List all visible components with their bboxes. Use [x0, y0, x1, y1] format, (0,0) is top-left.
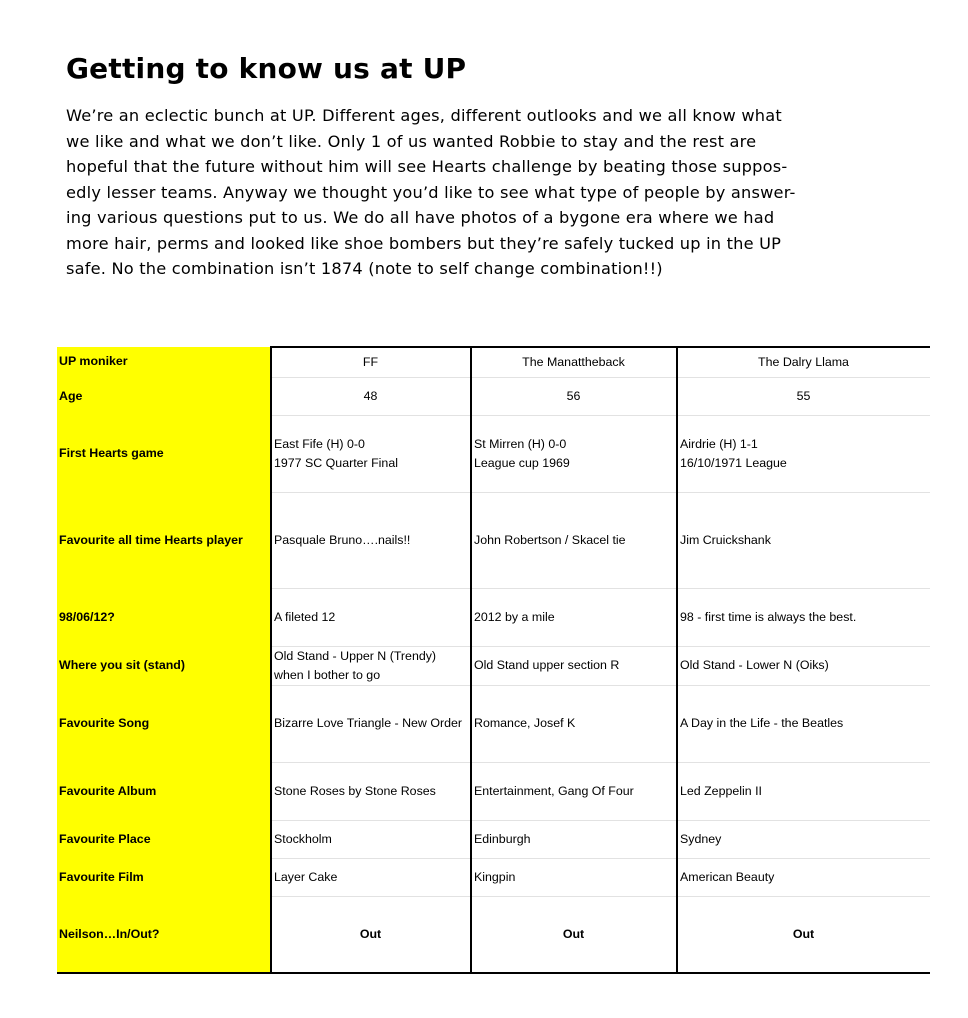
cell-line: League cup 1969 — [474, 455, 570, 470]
cell-manattheback — [471, 896, 677, 973]
cell-line: John Robertson / Skacel tie — [474, 532, 626, 547]
cell-line: FF — [362, 354, 379, 369]
cell-line: Stone Roses by Stone Roses — [274, 783, 436, 798]
cell-line: Stockholm — [274, 831, 332, 846]
cell-dalry-llama — [677, 685, 930, 762]
cell-manattheback — [471, 492, 677, 588]
row-label: Favourite Film — [57, 858, 271, 896]
cell-line: East Fife (H) 0-0 — [274, 436, 365, 451]
cell-line: A fileted 12 — [274, 609, 336, 624]
cell-dalry-llama — [677, 377, 930, 415]
cell-manattheback — [471, 858, 677, 896]
cell-manattheback — [471, 377, 677, 415]
cell-dalry-llama — [677, 588, 930, 646]
cell-manattheback — [471, 685, 677, 762]
cell-manattheback — [471, 762, 677, 820]
cell-line: Romance, Josef K — [474, 716, 576, 730]
cell-line: 98 - first time is always the best. — [680, 609, 857, 624]
row-label: Favourite Place — [57, 820, 271, 858]
cell-line: A Day in the Life - the Beatles — [680, 716, 844, 730]
cell-line: St Mirren (H) 0-0 — [474, 436, 567, 451]
cell-ff — [271, 685, 471, 762]
table-row — [57, 685, 930, 762]
row-label: Favourite Album — [57, 762, 271, 820]
cell-dalry-llama — [677, 646, 930, 685]
cell-ff — [271, 377, 471, 415]
row-label: First Hearts game — [57, 415, 271, 492]
cell-dalry-llama — [677, 347, 930, 377]
intro-line: We’re an eclectic bunch at UP. Different ages, different outlooks and we all know what — [66, 106, 782, 125]
cell-line: Layer Cake — [274, 869, 338, 884]
table-row — [57, 347, 930, 377]
cell-manattheback — [471, 347, 677, 377]
cell-line: Edinburgh — [474, 831, 531, 846]
row-label: 98/06/12? — [57, 588, 271, 646]
cell-ff — [271, 415, 471, 492]
cell-line: 1977 SC Quarter Final — [274, 455, 398, 470]
table-row — [57, 415, 930, 492]
cell-line: when I bother to go — [274, 667, 381, 682]
cell-line: Jim Cruickshank — [680, 532, 771, 547]
intro-line: ing various questions put to us. We do all have photos of a bygone era where we had — [66, 208, 775, 227]
cell-line: Kingpin — [474, 869, 516, 884]
intro-line: we like and what we don’t like. Only 1 of us wanted Robbie to stay and the rest are — [66, 131, 757, 151]
cell-line: Out — [792, 926, 815, 941]
table-row — [57, 588, 930, 646]
cell-manattheback — [471, 646, 677, 685]
row-label: Neilson…In/Out? — [57, 896, 271, 973]
table-row — [57, 820, 930, 858]
cell-ff — [271, 646, 471, 685]
table-row — [57, 858, 930, 896]
cell-line: 56 — [566, 388, 581, 403]
cell-ff — [271, 347, 471, 377]
table-row — [57, 377, 930, 415]
row-label: Favourite Song — [57, 685, 271, 762]
cell-line: American Beauty — [680, 869, 775, 884]
cell-ff — [271, 762, 471, 820]
row-label: Age — [57, 377, 271, 415]
cell-line: 2012 by a mile — [474, 609, 555, 624]
intro-line: more hair, perms and looked like shoe bombers but they’re safely tucked up in the UP — [66, 233, 782, 253]
cell-manattheback — [471, 820, 677, 858]
cell-dalry-llama — [677, 762, 930, 820]
cell-ff — [271, 492, 471, 588]
cell-line: Pasquale Bruno….nails!! — [274, 532, 411, 547]
cell-line: Out — [562, 926, 585, 941]
cell-ff — [271, 858, 471, 896]
cell-ff — [271, 896, 471, 973]
cell-line: Old Stand upper section R — [474, 658, 620, 672]
intro-line: hopeful that the future without him will see Hearts challenge by beating those suppos- — [66, 157, 788, 176]
cell-line: 55 — [796, 388, 811, 403]
cell-line: Airdrie (H) 1-1 — [680, 436, 758, 451]
table-row — [57, 646, 930, 685]
cell-line: The Manattheback — [522, 354, 625, 369]
cell-dalry-llama — [677, 415, 930, 492]
row-label: Where you sit (stand) — [57, 646, 271, 685]
cell-line: Sydney — [680, 831, 722, 846]
cell-line: Old Stand - Upper N (Trendy) — [274, 648, 437, 663]
cell-manattheback — [471, 415, 677, 492]
intro-paragraph — [66, 103, 916, 282]
cell-dalry-llama — [677, 858, 930, 896]
cell-dalry-llama — [677, 896, 930, 973]
row-label: UP moniker — [57, 347, 271, 377]
cell-line: The Dalry Llama — [758, 354, 849, 369]
cell-line: Out — [359, 926, 382, 941]
table-row — [57, 492, 930, 588]
cell-line: Old Stand - Lower N (Oiks) — [680, 658, 829, 672]
cell-ff — [271, 588, 471, 646]
cell-line: Entertainment, Gang Of Four — [474, 783, 634, 798]
profiles-table — [57, 346, 930, 974]
intro-line: edly lesser teams. Anyway we thought you’d like to see what type of people by answer- — [66, 182, 796, 202]
cell-line: 16/10/1971 League — [680, 455, 787, 470]
cell-line: Led Zeppelin II — [680, 783, 762, 798]
page-title: Getting to know us at UP — [66, 52, 467, 85]
cell-ff — [271, 820, 471, 858]
cell-line: Bizarre Love Triangle - New Order — [274, 716, 462, 730]
table-row — [57, 896, 930, 973]
intro-line: safe. No the combination isn’t 1874 (note to self change combination!!) — [66, 259, 663, 278]
cell-dalry-llama — [677, 820, 930, 858]
cell-dalry-llama — [677, 492, 930, 588]
cell-line: 48 — [363, 388, 378, 403]
cell-manattheback — [471, 588, 677, 646]
row-label: Favourite all time Hearts player — [57, 492, 271, 588]
table-row — [57, 762, 930, 820]
